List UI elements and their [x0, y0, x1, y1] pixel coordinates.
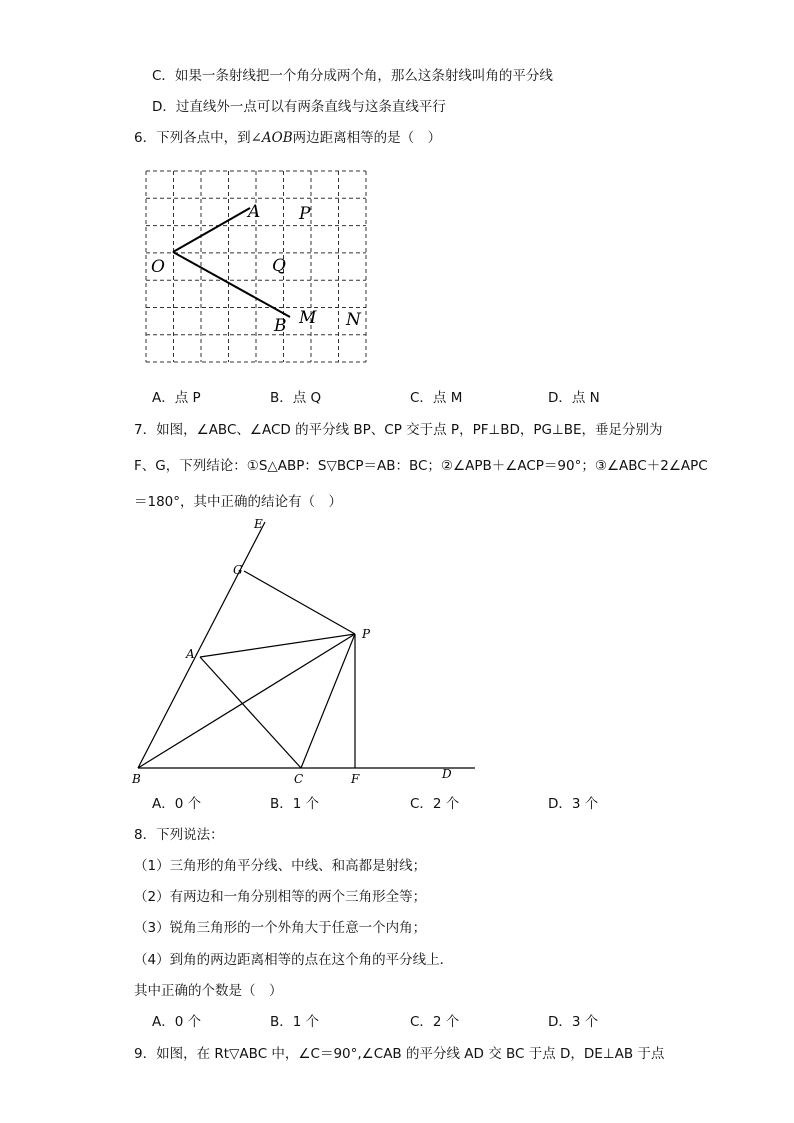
label-a: A: [186, 647, 195, 661]
label-c: C: [294, 772, 304, 785]
q6-stem-post: 两边距离相等的是（ ）: [292, 130, 442, 146]
label-m: M: [299, 308, 317, 328]
q7-option-d: D．3 个: [548, 796, 599, 812]
q6-option-b: B．点 Q: [270, 390, 322, 406]
q7-option-a: A．0 个: [152, 796, 202, 812]
label-a: A: [248, 202, 261, 222]
q6-stem-pre: 6．下列各点中，到: [134, 130, 251, 146]
label-p: P: [362, 627, 371, 641]
q7-figure-lines: [138, 522, 475, 768]
label-g: G: [233, 563, 243, 577]
q6-option-d: D．点 N: [548, 390, 600, 406]
label-b: B: [132, 772, 141, 785]
q5-option-c: C．如果一条射线把一个角分成两个角，那么这条射线叫角的平分线: [152, 68, 553, 84]
q6-option-a: A．点 P: [152, 390, 201, 406]
label-e: E: [254, 517, 263, 531]
q7-stem-line1: 7．如图，∠ABC、∠ACD 的平分线 BP、CP 交于点 P，PF⊥BD，PG⊥BE，垂足分别为: [134, 422, 663, 438]
q7-option-b: B．1 个: [270, 796, 320, 812]
label-q: Q: [272, 256, 286, 276]
q8-item-4: （4）到角的两边距离相等的点在这个角的平分线上．: [134, 952, 454, 968]
q8-option-b: B．1 个: [270, 1014, 320, 1030]
q6-stem-math: ∠AOB: [250, 130, 293, 146]
q8-option-a: A．0 个: [152, 1014, 202, 1030]
label-b: B: [274, 316, 287, 336]
q7-triangle-figure: [120, 510, 490, 785]
q9-stem: 9．如图，在 Rt▽ABC 中，∠C＝90°,∠CAB 的平分线 AD 交 BC 于点 D，DE⊥AB 于点: [134, 1046, 665, 1062]
label-f: F: [351, 772, 360, 785]
q8-item-1: （1）三角形的角平分线、中线、和高都是射线；: [134, 858, 427, 874]
ray-oa: [173, 208, 250, 252]
q7-stem-line3: ＝180°，其中正确的结论有（ ）: [134, 494, 343, 510]
q8-option-c: C．2 个: [410, 1014, 460, 1030]
label-n: N: [346, 310, 361, 330]
q6-grid-lines: [146, 171, 366, 362]
q8-item-2: （2）有两边和一角分别相等的两个三角形全等；: [134, 889, 427, 905]
q8-item-3: （3）锐角三角形的一个外角大于任意一个内角；: [134, 920, 427, 936]
q7-option-c: C．2 个: [410, 796, 460, 812]
q7-stem-line2: F、G，下列结论：①S△ABP：S▽BCP＝AB：BC；②∠APB＋∠ACP＝90°；③∠ABC＋2∠APC: [134, 458, 708, 474]
label-o: O: [151, 257, 165, 277]
q8-stem: 8．下列说法：: [134, 827, 224, 843]
q6-stem: [134, 129, 441, 147]
q5-option-d: D．过直线外一点可以有两条直线与这条直线平行: [152, 99, 446, 115]
label-d: D: [442, 767, 452, 781]
q8-option-d: D．3 个: [548, 1014, 599, 1030]
q6-grid-figure: [140, 165, 380, 370]
label-p: P: [299, 204, 311, 224]
q6-option-c: C．点 M: [410, 390, 463, 406]
q8-question: 其中正确的个数是（ ）: [134, 983, 283, 999]
